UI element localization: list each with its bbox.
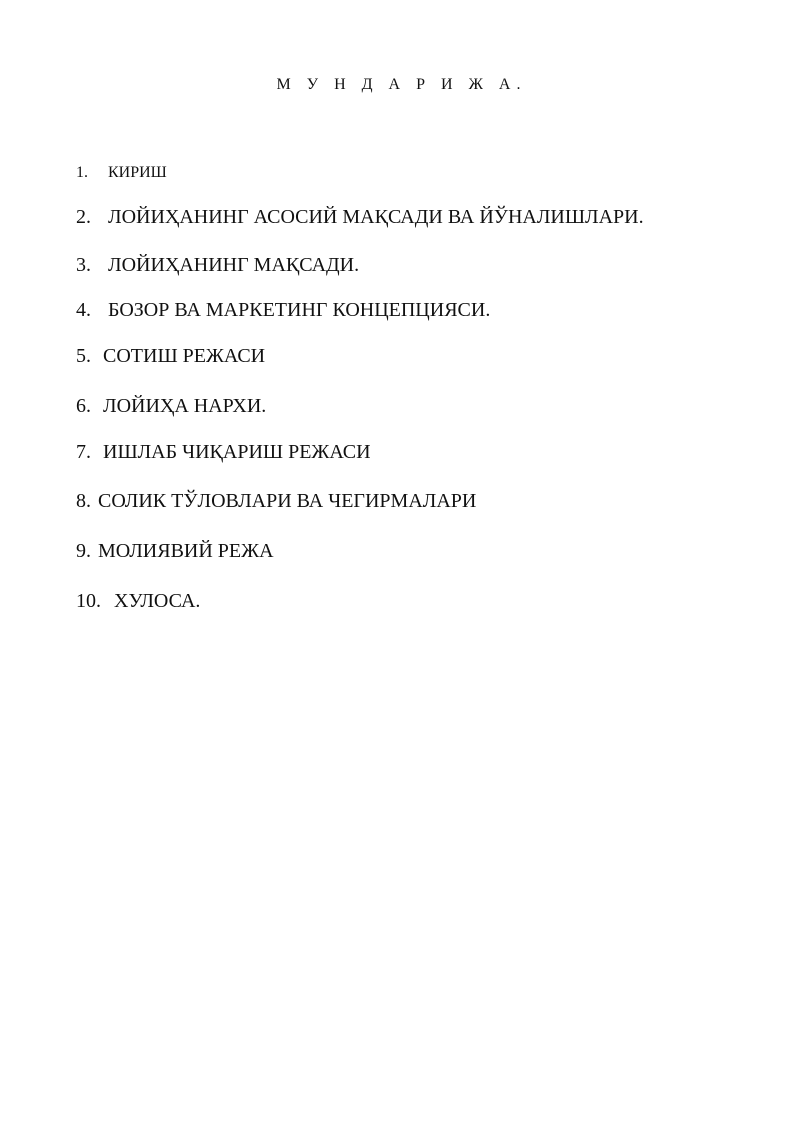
toc-item-label: СОТИШ РЕЖАСИ — [103, 345, 266, 367]
toc-item-label: ИШЛАБ ЧИҚАРИШ РЕЖАСИ — [103, 441, 371, 463]
toc-item-number: 1. — [76, 164, 88, 181]
toc-item-number: 3. — [76, 254, 91, 276]
toc-item — [76, 589, 200, 613]
toc-item-number: 2. — [76, 206, 91, 228]
toc-item-label: ЛОЙИҲА НАРХИ. — [103, 395, 267, 417]
toc-item — [76, 489, 476, 513]
toc-item-number: 4. — [76, 299, 91, 321]
toc-item-label: ЛОЙИҲАНИНГ АСОСИЙ МАҚСАДИ ВА ЙЎНАЛИШЛАРИ. — [108, 206, 644, 228]
toc-item — [76, 253, 359, 277]
page-title: М У Н Д А Р И Ж А. — [276, 76, 527, 93]
toc-item — [76, 344, 265, 368]
toc-item — [76, 161, 167, 185]
toc-item-number: 10. — [76, 590, 101, 612]
toc-item-number: 8. — [76, 490, 91, 512]
toc-item — [76, 440, 371, 464]
toc-item — [76, 298, 490, 322]
toc-item-label: ЛОЙИҲАНИНГ МАҚСАДИ. — [108, 254, 360, 276]
toc-item-label: ХУЛОСА. — [114, 590, 201, 612]
toc-item — [76, 205, 644, 229]
toc-item — [76, 394, 266, 418]
toc-item — [76, 539, 274, 563]
toc-item-label: МОЛИЯВИЙ РЕЖА — [98, 540, 274, 562]
toc-item-number: 5. — [76, 345, 91, 367]
toc-item-label: КИРИШ — [108, 164, 167, 181]
toc-item-label: СОЛИК ТЎЛОВЛАРИ ВА ЧЕГИРМАЛАРИ — [98, 490, 477, 512]
toc-item-number: 9. — [76, 540, 91, 562]
toc-item-number: 6. — [76, 395, 91, 417]
toc-item-number: 7. — [76, 441, 91, 463]
toc-item-label: БОЗОР ВА МАРКЕТИНГ КОНЦЕПЦИЯСИ. — [108, 299, 491, 321]
